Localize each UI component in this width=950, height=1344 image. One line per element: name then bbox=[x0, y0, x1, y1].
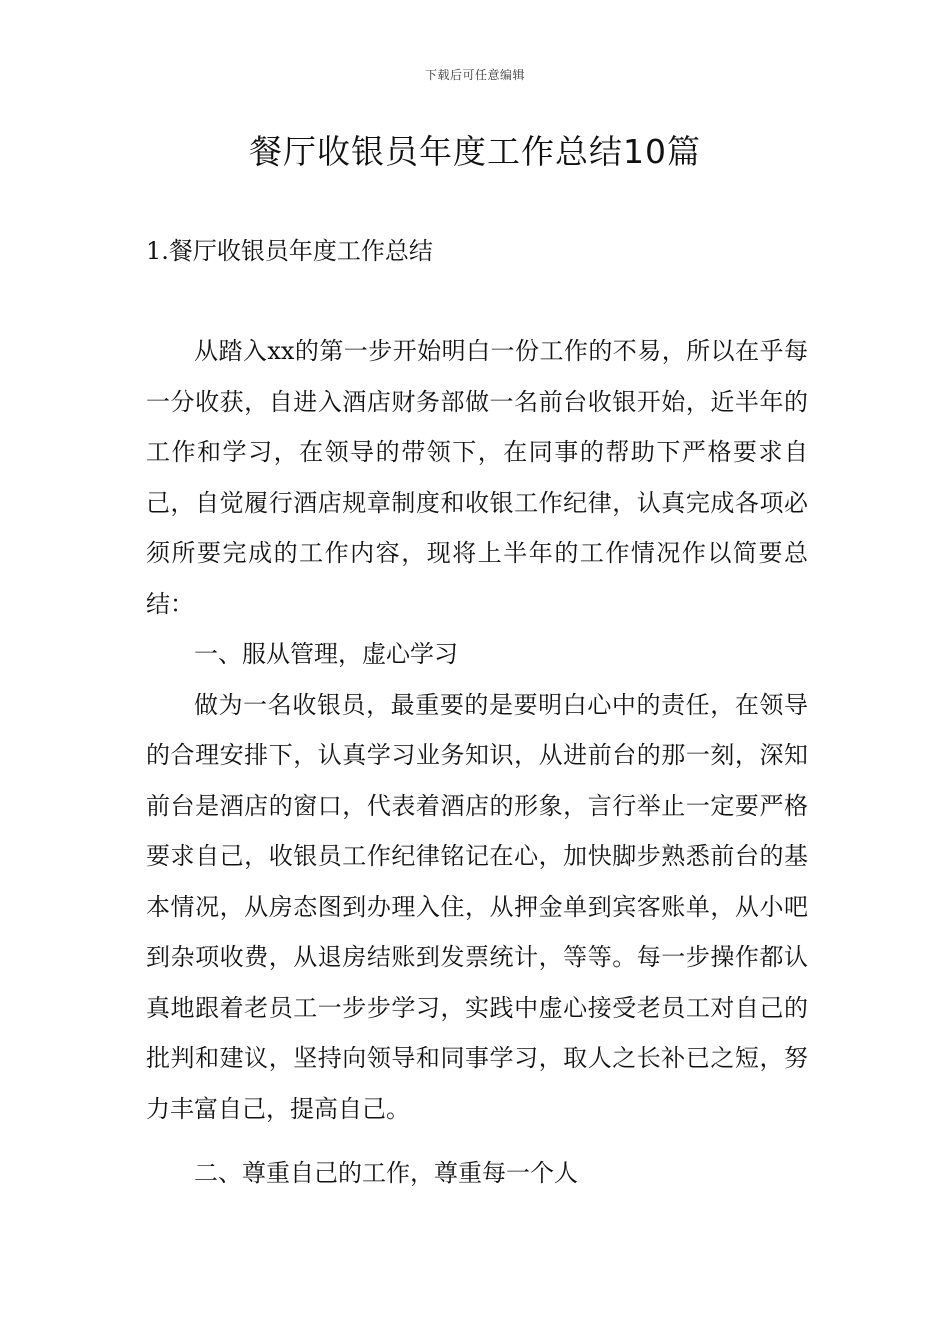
section-heading: 1.餐厅收银员年度工作总结 bbox=[146, 237, 433, 265]
document-body bbox=[146, 326, 808, 1199]
header-note: 下载后可任意编辑 bbox=[424, 68, 525, 82]
document-title: 餐厅收银员年度工作总结10篇 bbox=[249, 132, 701, 171]
subheading-one: 一、服从管理，虚心学习 bbox=[194, 640, 458, 668]
subheading-two: 二、尊重自己的工作，尊重每一个人 bbox=[194, 1159, 578, 1187]
paragraph-intro: 从踏入xx的第一步开始明白一份工作的不易，所以在乎每一分收获，自进入酒店财务部做一名前台收银开始，近半年的工作和学习，在领导的带领下，在同事的帮助下严格要求自己，自觉履行酒店规章制度和收银工作纪律，认真完成各项必须所要完成的工作内容，现将上半年的工作情况作以简要总结： bbox=[146, 337, 808, 618]
paragraph-one: 做为一名收银员，最重要的是要明白心中的责任，在领导的合理安排下，认真学习业务知识，从进前台的那一刻，深知前台是酒店的窗口，代表着酒店的形象，言行举止一定要严格要求自己，收银员工作纪律铭记在心，加快脚步熟悉前台的基本情况，从房态图到办理入住，从押金单到宾客账单，从小吧到杂项收费，从退房结账到发票统计，等等。每一步操作都认真地跟着老员工一步步学习，实践中虚心接受老员工对自己的批判和建议，坚持向领导和同事学习，取人之长补已之短，努力丰富自己，提高自己。 bbox=[146, 690, 808, 1123]
